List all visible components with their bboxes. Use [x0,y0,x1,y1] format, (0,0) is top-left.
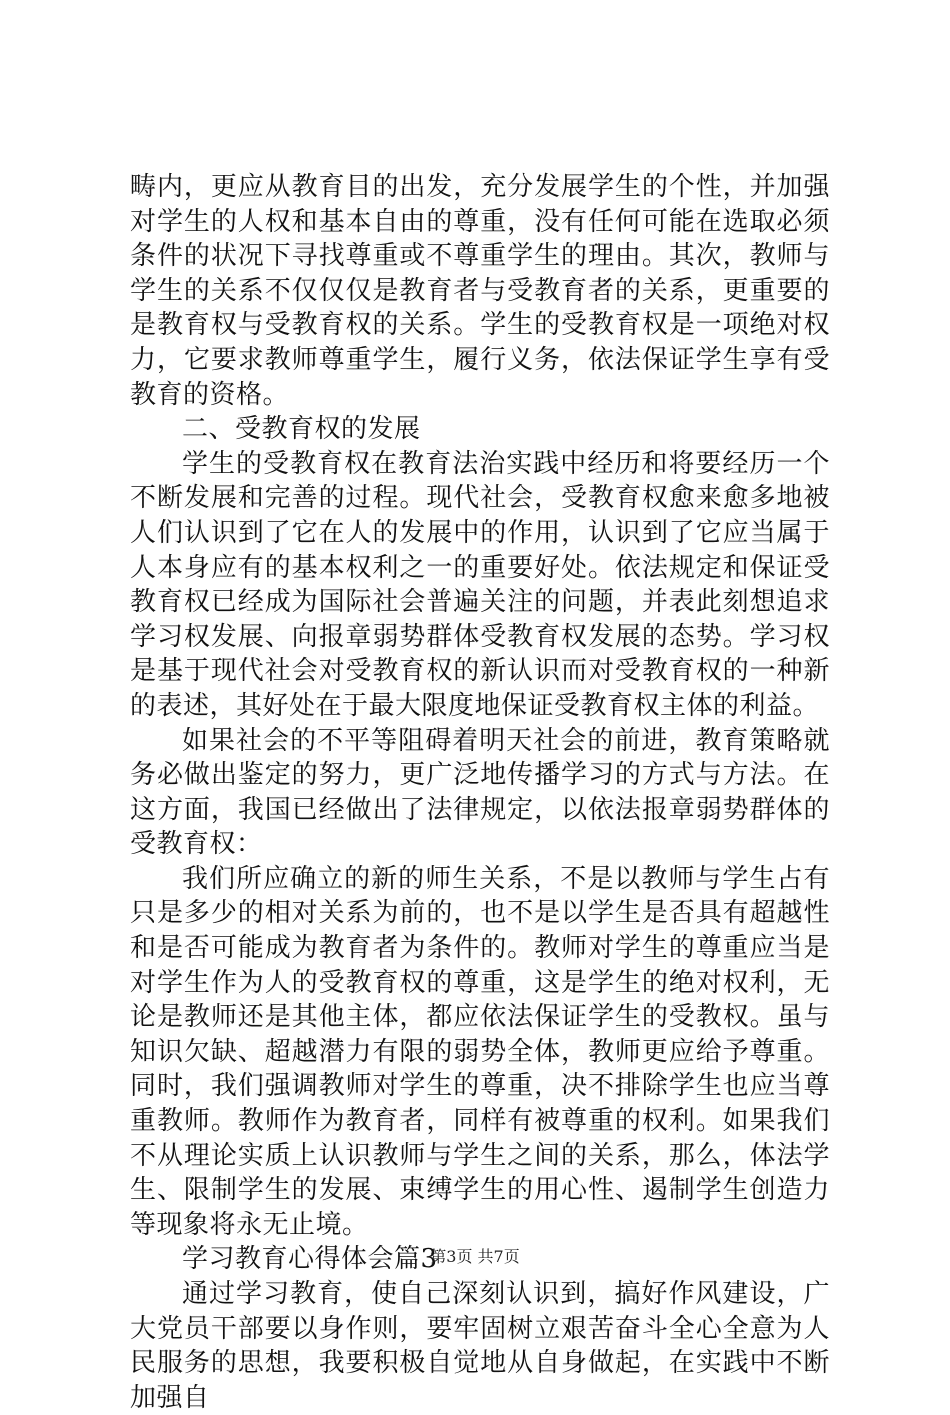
paragraph-part3: 通过学习教育，使自己深刻认识到，搞好作风建设，广大党员干部要以身作则，要牢固树立艰苦奋斗全心全意为人民服务的思想，我要积极自觉地从自身做起，在实践中不断加强自 [130,1279,830,1413]
section-heading-part3: 学习教育心得体会篇3 [182,1244,438,1275]
paragraph-continuation: 畴内，更应从教育目的出发，充分发展学生的个性，并加强对学生的人权和基本自由的尊重，没有任何可能在选取必须条件的状况下寻找尊重或不尊重学生的理由。其次，教师与学生的关系不仅仅仅是教育者与受教育者的关系，更重要的是教育权与受教育权的关系。学生的受教育权是一项绝对权力，它要求教师尊重学生，履行义务，依法保证学生享有受教育的资格。 [130,172,830,410]
section-heading-development: 二、受教育权的发展 [182,414,421,445]
document-body [130,170,830,1415]
paragraph-teacher-student: 我们所应确立的新的师生关系，不是以教师与学生占有只是多少的相对关系为前的，也不是以学生是否具有超越性和是否可能成为教育者为条件的。教师对学生的尊重应当是对学生作为人的受教育权的尊重，这是学生的绝对权利，无论是教师还是其他主体，都应依法保证学生的受教权。虽与知识欠缺、超越潜力有限的弱势全体，教师更应给予尊重。同时，我们强调教师对学生的尊重，决不排除学生也应当尊重教师。教师作为教育者，同样有被尊重的权利。如果我们不从理论实质上认识教师与学生之间的关系，那么，体法学生、限制学生的发展、束缚学生的用心性、遏制学生创造力等现象将永无止境。 [130,863,830,1240]
paragraph-development: 学生的受教育权在教育法治实践中经历和将要经历一个不断发展和完善的过程。现代社会，受教育权愈来愈多地被人们认识到了它在人的发展中的作用，认识到了它应当属于人本身应有的基本权利之一的重要好处。依法规定和保证受教育权已经成为国际社会普遍关注的问题，并表此刻想追求学习权发展、向报章弱势群体受教育权发展的态势。学习权是基于现代社会对受教育权的新认识而对受教育权的一种新的表述，其好处在于最大限度地保证受教育权主体的利益。 [130,448,830,721]
page-number-footer: 第3页 共7页 [430,1247,520,1266]
paragraph-inequality: 如果社会的不平等阻碍着明天社会的前进，教育策略就务必做出鉴定的努力，更广泛地传播学习的方式与方法。在这方面，我国已经做出了法律规定，以依法报章弱势群体的受教育权： [130,725,830,860]
